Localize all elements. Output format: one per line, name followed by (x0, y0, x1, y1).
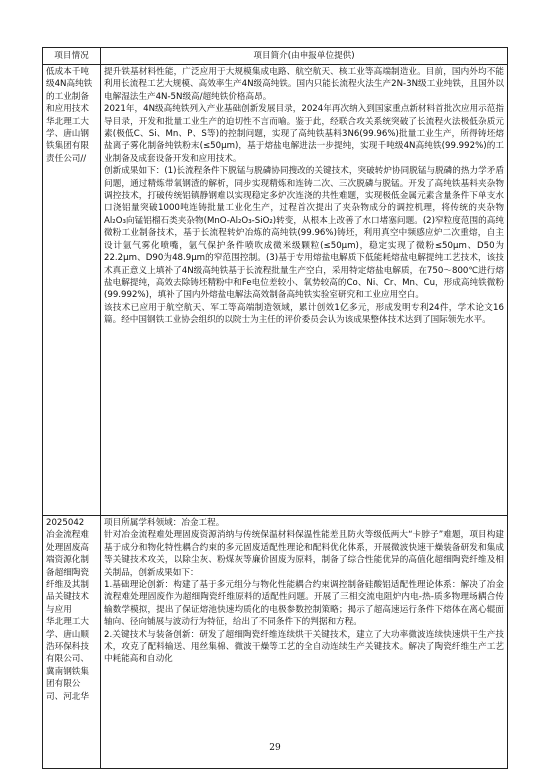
project-info-cell (43, 65, 101, 516)
project-info-cell (43, 516, 101, 769)
project-units: 华北理工大学、唐山顺浩环保科技有限公司、冀南钢铁集团有限公司、河北华 (46, 617, 89, 702)
project-intro-cell (101, 65, 508, 516)
intro-paragraph: 2021年，4N级高纯铁列入产业基础创新发展目录，2024年再次纳入到国家重点新材料首批次应用示范指导目录，开发和批量工业生产的迫切性不言而喻。鉴于此，经联合攻关系统突破了长流程火法极低杂质元素(极低C、Si、Mn、P、S等)的控制问题，实现了高纯铁基料3N6(99.96%)批量工业生产，所得铸坯熔盐离子雾化制备纯铁粉末(≤50μm)，基于熔盐电解进法一步提纯，实现千吨级4N高纯铁(99.992%)的工业制备及成套设备开发和应用技术。 (104, 104, 504, 164)
project-table (42, 47, 508, 769)
intro-paragraph: 1.基础理论创新：构建了基于多元组分与物化性能耦合约束调控制备硅酸铝适配性理论体系：解决了冶金流程难处理固废作为超细陶瓷纤维原料的适配性问题。开展了三相交流电阻炉内电-热-质多物理场耦合传输数学模拟，提出了保证熔池快速均质化的电极参数控制策略；揭示了超高速运行条件下熔体在离心辊面轴向、径向铺展与波动行为特征，给出了不同条件下的判据和方程。 (104, 580, 504, 628)
table-header-row (43, 48, 508, 65)
intro-paragraph: 2.关键技术与装备创新：研发了超细陶瓷纤维连续烘干关键技术，建立了大功率微波连续快速烘干生产技术，攻克了配料输送、甩丝集棉、微波干燥等工艺的全自动连续生产关键技术。解决了陶瓷纤维生产工艺中耗能高和自动化 (104, 629, 504, 665)
intro-paragraph: 创新成果如下：(1)长流程条件下脱锰与脱磷协同搜改的关键技术，突破转炉协同脱锰与脱磷的热力学矛盾问题，通过精炼带氧钢渣的解析，同步实现精炼和连铸二次、三次脱磷与脱锰。开发了高纯铁基料夹杂物调控技术，打破传统铝镇静钢难以实现稳定多炉次连浇的共性难题，实现极低金属元素含量条件下单支水口浇铝量突破1000吨连铸批量工业化生产，过程首次提出了夹杂物成分的调控机理，将传统的夹杂物Al₂O₃向锰铝榴石类夹杂物(MnO-Al₂O₃-SiO₂)转变，从根本上改善了水口堵塞问题。(2)窄粒度范围的高纯微粉工业制备技术，基于长流程转炉冶炼的高纯铁(99.96%)铸坯，利用真空中频感应炉二次重熔，自主设计氩气雾化喷嘴，氩气保护条件喷吹成微米级颗粒(≤50μm)，稳定实现了微粉≤50μm、D50为22.2μm、D90为48.9μm的窄范围控制。(3)基于专用熔盐电解质下低能耗熔盐电解提纯工艺技术，该技术真正意义上填补了4N级高纯铁基于长流程批量生产空白，采用特定熔盐电解质，在750～800℃进行熔盐电解提纯，高效去除铸坯精粉中和Fe电位差较小、氧势较高的Co、Ni、Cr、Mn、Cu，形成高纯铁微粉(99.992%)，填补了国内外熔盐电解法高效制备高纯铁实验室研究和工业应用空白。 (104, 166, 504, 301)
project-intro-cell (101, 516, 508, 769)
intro-paragraph: 项目所属学科领域：冶金工程。 (104, 518, 225, 528)
table-row (43, 516, 508, 769)
intro-paragraph: 提升铁基材料性能，广泛应用于大规模集成电路、航空航天、核工业等高端制造业。目前，国内外均不能利用长流程工艺大规模、高效率生产4N级高纯铁。国内只能长流程火法生产2N-3N级工业纯铁，且国外以电解湿法生产4N-5N级高/超纯铁价格高昂。 (104, 67, 504, 102)
project-units: 华北理工大学、唐山钢铁集团有限责任公司// (46, 116, 89, 164)
page-number: 29 (269, 743, 281, 753)
header-situation: 项目情况 (43, 48, 101, 65)
project-title: 冶金流程难处理固废高端资源化制备超细陶瓷纤维及其制品关键技术与应用 (46, 530, 89, 615)
project-id: 2025042 (46, 518, 85, 528)
header-intro: 项目简介(由申报单位提供) (101, 48, 508, 65)
intro-paragraph: 针对冶金流程难处理固废资源消纳与传统保温材料保温性能差且防火等级低两大“卡脖子”难题，项目构建基于成分和物化特性耦合约束的多元固废适配性理论和配料优化体系，开展微波快速干燥装备研发和集成等关键技术攻关，以除尘灰、粉煤灰等廉价固废为原料，制备了综合性能优异的高值化超细陶瓷纤维及相关制品，创新成果如下： (104, 530, 504, 578)
project-title: 低成本千吨级4N高纯铁的工业制备和应用技术 (46, 67, 93, 115)
intro-paragraph: 该技术已应用于航空航天、军工等高端制造领域，累计创效1亿多元，形成发明专利24件，学术论文16篇。经中国钢铁工业协会组织的以院士为主任的评价委员会认为该成果整体技术达到了国际领先水平。 (104, 302, 504, 326)
table-row (43, 65, 508, 516)
